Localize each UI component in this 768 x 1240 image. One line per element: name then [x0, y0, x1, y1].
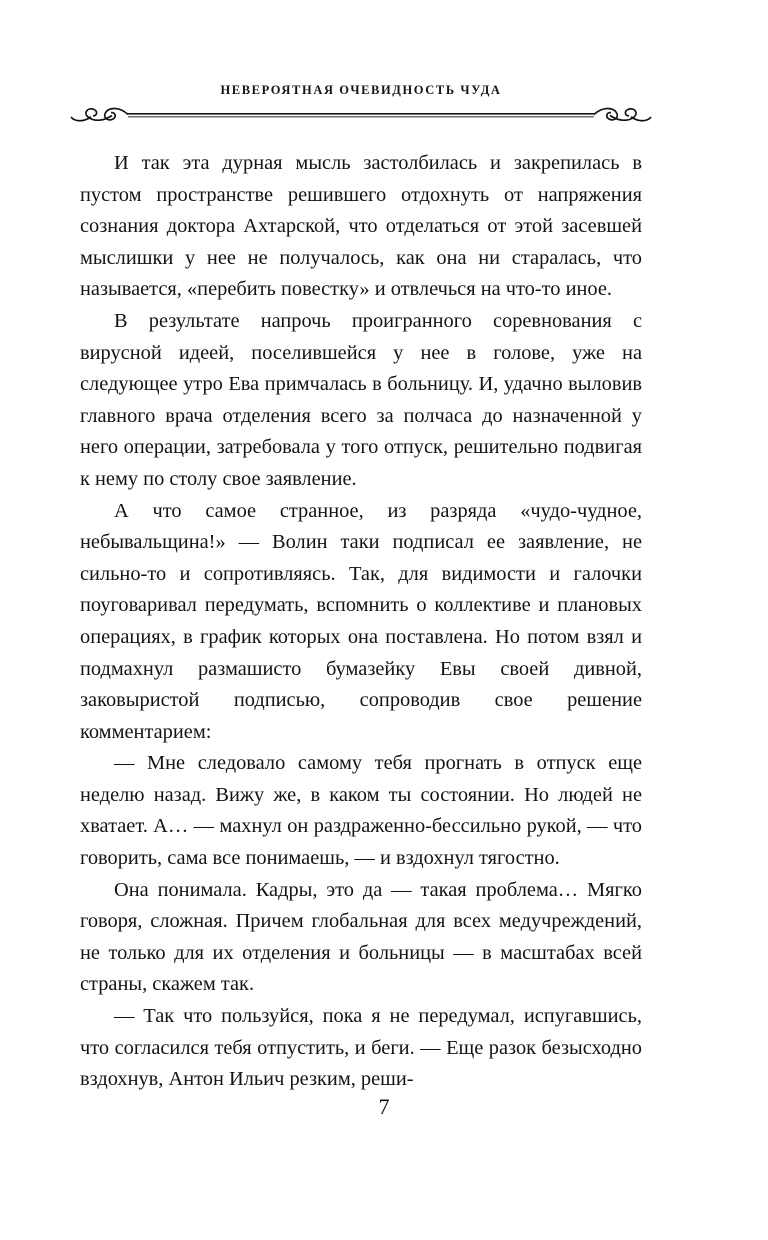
body-text — [80, 148, 642, 1096]
ornamental-divider — [66, 104, 656, 126]
paragraph: А что самое странное, из разряда «чудо-чудное, небывальщина!» — Волин таки подписал ее заявление, не сильно-то и сопротивляясь. Так, для видимости и галочки поуговаривал передумать, вспомнить о коллективе и плановых операциях, в график которых она поставлена. Но потом взял и подмахнул размашисто бумазейку Евы своей дивной, заковыристой подписью, сопроводив свое решение комментарием: — [80, 499, 642, 743]
running-head: НЕВЕРОЯТНАЯ ОЧЕВИДНОСТЬ ЧУДА — [220, 83, 502, 97]
page-number: 7 — [378, 1094, 390, 1119]
paragraph: В результате напрочь проигранного соревнования с вирусной идеей, поселившейся у нее в голове, уже на следующее утро Ева примчалась в больницу. И, удачно выловив главного врача отделения всего за полчаса до назначенной у него операции, затребовала у того отпуск, решительно подвигая к нему по столу свое заявление. — [80, 309, 642, 490]
paragraph: Она понимала. Кадры, это да — такая проблема… Мягко говоря, сложная. Причем глобальная для всех медучреждений, не только для их отделения и больницы — в масштабах всей страны, скажем так. — [80, 878, 642, 996]
paragraph: — Так что пользуйся, пока я не передумал, испугавшись, что согласился тебя отпустить, и беги. — Еще разок безысходно вздохнув, Антон Ильич резким, реши- — [80, 1005, 642, 1091]
scroll-flourish-icon — [66, 104, 656, 126]
paragraph: И так эта дурная мысль застолбилась и закрепилась в пустом пространстве решившего отдохнуть от напряжения сознания доктора Ахтарской, что отделаться от этой засевшей мыслишки у нее не получалось, как она ни старалась, что называется, «перебить повестку» и отвлечься на что-то иное. — [80, 152, 642, 301]
page-header — [66, 84, 656, 130]
paragraph: — Мне следовало самому тебя прогнать в отпуск еще неделю назад. Вижу же, в каком ты состоянии. Но людей не хватает. А… — махнул он раздраженно-бессильно рукой, — что говорить, сама все понимаешь, — и вздохнул тягостно. — [80, 752, 642, 870]
